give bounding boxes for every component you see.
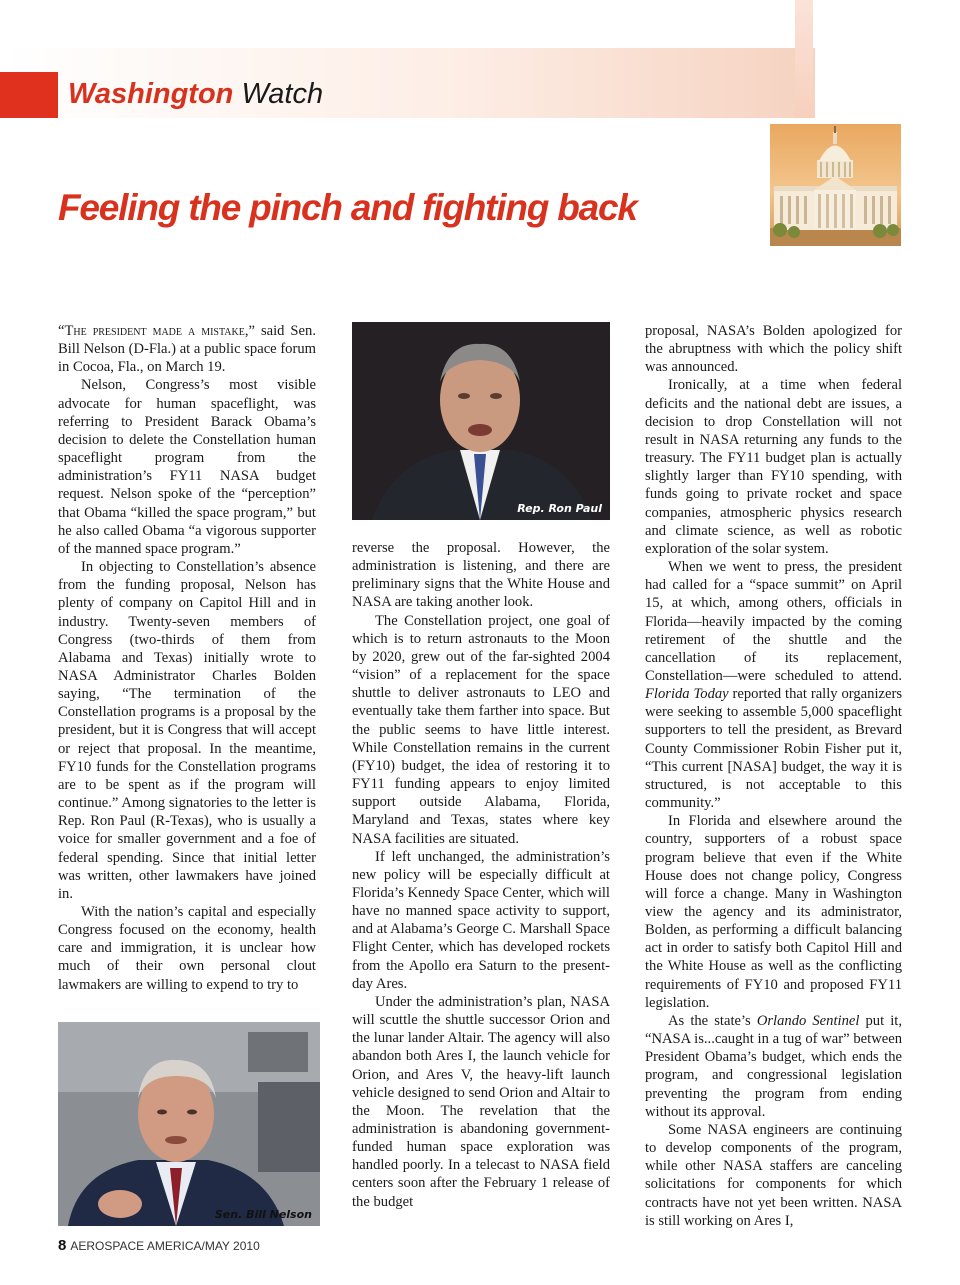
paragraph-text: put it, “NASA is...caught in a tug of war” between President Obama’s budget, which ends the program, and congressional legislation preventing the program from ending without its approval. — [645, 1012, 903, 1120]
paragraph: Ironically, at a time when federal deficits and the national debt are issues, a decision to drop Constellation will not result in NASA returning any funds to the treasury. The FY11 budget plan is actually slightly larger than FY10 spending, with funds going to private rocket and space companies, atmospheric physics research and climate science, as well as robotic exploration of the solar system. — [645, 377, 902, 557]
photo-bill-nelson — [58, 1022, 320, 1226]
paragraph — [58, 322, 316, 376]
paragraph: In Florida and elsewhere around the country, supporters of a robust space program believe that even if the White House does not change policy, Congress will force a change. Many in Washington view the agency and its administrator, Bolden, as performing a difficult balancing act in order to satisfy both Capitol Hill and the White House as well as the conflicting requirements of FY10 and proposed FY11 legislation. — [645, 813, 902, 1011]
capitol-building-image — [770, 124, 901, 246]
paragraph: The Constellation project, one goal of which is to return astronauts to the Moon by 2020, grew out of the far-sighted 2004 “vision” of a replacement for the space shuttle to deliver astronauts to LEO and eventually take them farther into space. But the public seems to have little interest. While Constellation remains in the current (FY10) budget, the idea of restoring it to FY11 funding appears to enjoy limited support outside Alabama, Florida, Maryland and Texas, states where key NASA facilities are situated. — [352, 612, 610, 847]
paragraph: With the nation’s capital and especially Congress focused on the economy, health care and immigration, it is unclear how much of their own personal clout lawmakers are willing to expend to try to — [58, 904, 316, 993]
paragraph: proposal, NASA’s Bolden apologized for the abruptness with which the policy shift was announced. — [645, 323, 902, 376]
paragraph: If left unchanged, the administration’s new policy will be especially difficult at Florida’s Kennedy Space Center, which will have no manned space activity to support, and at Alabama’s George C. Marshall Space Flight Center, which has developed rockets from the Apollo era Saturn to the present-day Ares. — [352, 848, 610, 992]
paragraph-text: reported that rally organizers were seeking to assemble 5,000 spaceflight supporters to tell the president, as Brevard County Commissioner Robin Fisher put it, “This current [NASA] budget, the way it is structured, is not acceptable to this community.” — [645, 686, 902, 812]
page-footer — [58, 1238, 260, 1254]
paragraph: In objecting to Constellation’s absence from the funding proposal, Nelson has plenty of company on Capitol Hill and in industry. Twenty-seven members of Congress (two-thirds of them from Alabama and Texas) initially wrote to NASA Administrator Charles Bolden saying, “The termination of the Constellation programs is a proposal by the president, but it is Congress that will accept or reject that proposal. In the meantime, FY10 funds for the Constellation programs are to be spent as if the program will continue.” Among signatories to the letter is Rep. Ron Paul (R-Texas), who is usually a voice for smaller government and a foe of federal spending. Since that initial letter was written, other lawmakers have joined in. — [58, 559, 316, 902]
photo-ron-paul — [352, 322, 610, 520]
portrait-image — [352, 322, 610, 520]
portrait-image — [58, 1022, 320, 1226]
article-headline: Feeling the pinch and fighting back — [58, 187, 637, 228]
header-red-block — [0, 72, 58, 118]
paragraph — [645, 1012, 902, 1121]
paragraph: Some NASA engineers are continuing to develop components of the program, while other NASA staffers are canceling solicitations for components for which contracts have not yet been written. NASA is still working on Ares I, — [645, 1121, 902, 1229]
paragraph-text: As the state’s — [668, 1012, 757, 1029]
paragraph: reverse the proposal. However, the administration is listening, and there are preliminary signs that the White House and NASA are taking another look. — [352, 540, 610, 611]
header-accent-stripe — [795, 0, 813, 118]
article-column-3 — [645, 322, 902, 1230]
section-title — [68, 76, 323, 112]
paragraph — [645, 558, 902, 812]
photo-caption: Sen. Bill Nelson — [214, 1208, 312, 1221]
section-title-bold: Washington — [68, 78, 234, 110]
publication-line: AEROSPACE AMERICA/MAY 2010 — [70, 1239, 260, 1253]
publication-name: Orlando Sentinel — [756, 1012, 860, 1029]
photo-caption: Rep. Ron Paul — [517, 502, 602, 515]
article-column-1 — [58, 322, 316, 994]
page-number: 8 — [58, 1237, 67, 1254]
article-column-2 — [352, 539, 610, 1211]
paragraph: Nelson, Congress’s most visible advocate for human spaceflight, was referring to President Barack Obama’s decision to delete the Constellation human spaceflight program from the administration’s FY11 NASA budget request. Nelson spoke of the “perception” that Obama “killed the space program,” but he also called Obama “a vigorous supporter of the manned space program.” — [58, 377, 316, 557]
paragraph: Under the administration’s plan, NASA will scuttle the shuttle successor Orion and the lunar lander Altair. The agency will also abandon both Ares I, the launch vehicle for Orion, and Ares V, the heavy-lift launch vehicle designed to send Orion and Altair to the Moon. The revelation that the administration is abandoning government-funded human space exploration was handled poorly. In a telecast to NASA field centers soon after the February 1 release of the budget — [352, 993, 610, 1210]
paragraph-text: When we went to press, the president had called for a “space summit” on April 15, at which, among others, officials in Florida—heavily impacted by the coming retirement of the shuttle and the cancellation of its replacement, Constellation—were scheduled to attend. — [645, 559, 902, 684]
lead-in: “The president made a mistake,” — [58, 323, 255, 339]
paragraph-text: said Sen. Bill Nelson (D-Fla.) at a public space forum in Cocoa, Fla., on March 19. — [58, 323, 316, 376]
publication-name: Florida Today — [645, 686, 729, 703]
section-title-light: Watch — [241, 78, 324, 110]
